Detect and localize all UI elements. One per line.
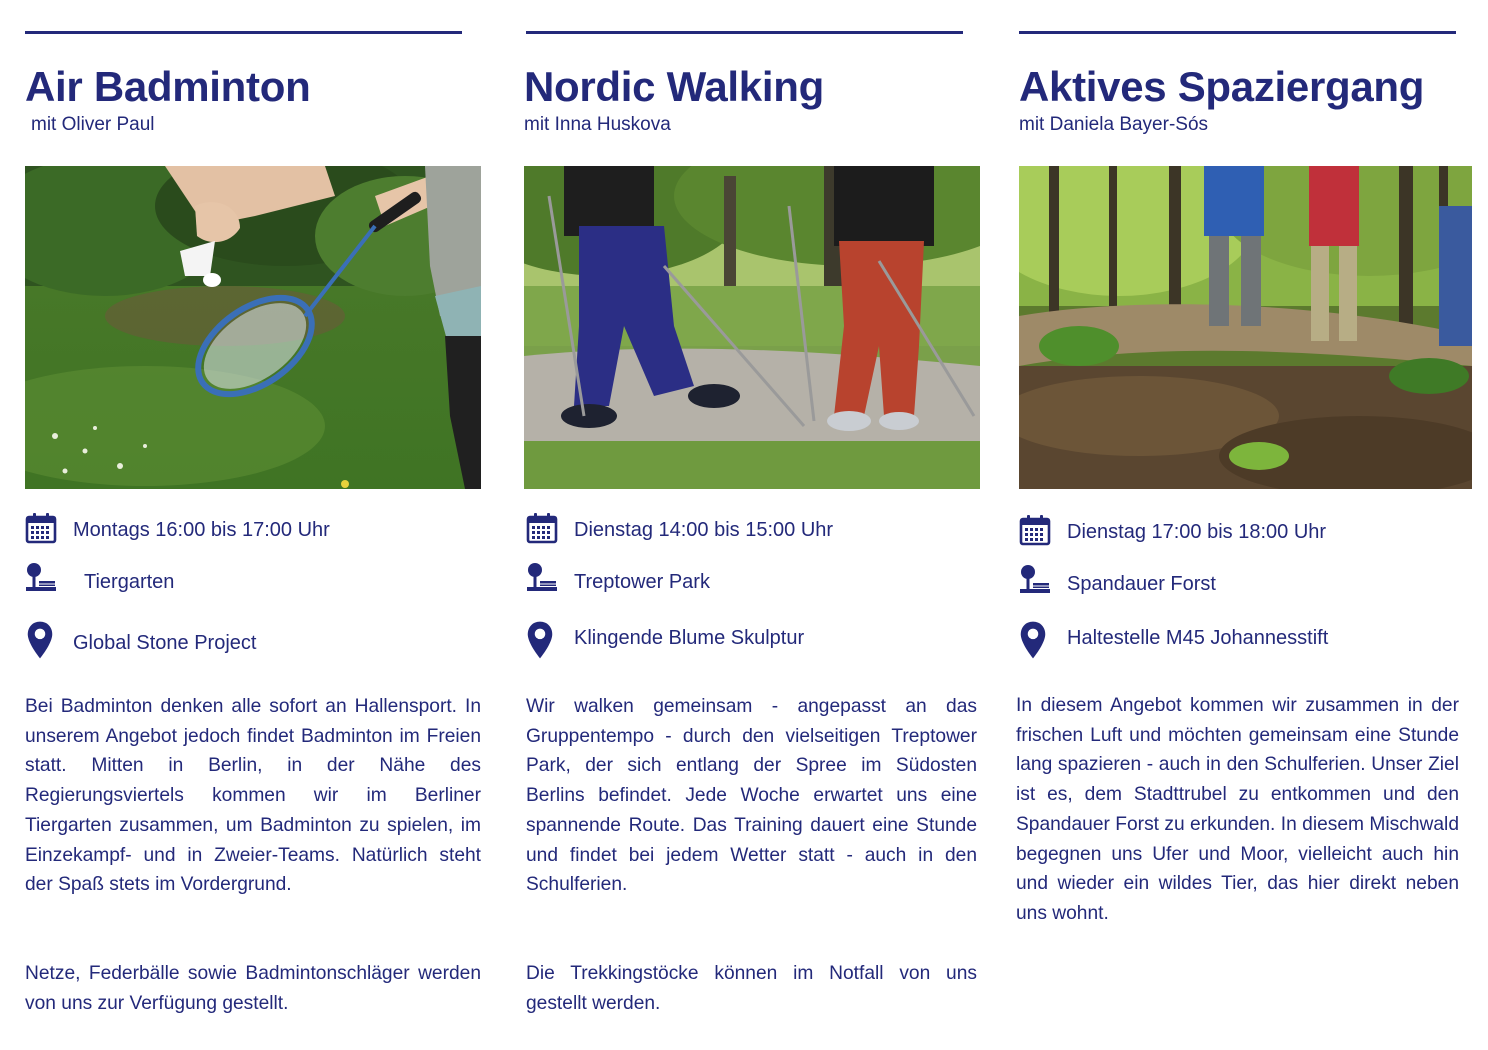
card-instructor: mit Oliver Paul <box>31 114 155 135</box>
calendar-icon <box>526 510 558 554</box>
card-title: Nordic Walking <box>524 63 824 110</box>
calendar-icon <box>25 510 57 554</box>
calendar-icon <box>1019 512 1051 556</box>
area-text: Spandauer Forst <box>1067 573 1216 595</box>
course-card-aktives-spaziergang <box>1016 0 1472 1050</box>
schedule-row <box>25 510 481 554</box>
equipment-paragraph: Netze, Federbälle sowie Badmintonschläger werden von uns zur Verfügung gestellt. <box>25 963 481 1014</box>
area-row <box>524 562 980 606</box>
park-bench-icon <box>25 562 57 606</box>
equipment-paragraph: Die Trekkingstöcke können im Notfall von uns gestellt werden. <box>526 963 977 1014</box>
park-bench-icon <box>1019 564 1051 608</box>
map-pin-icon <box>25 618 57 662</box>
nordic-walking-photo <box>524 166 980 489</box>
meeting-point-text: Haltestelle M45 Johannesstift <box>1067 627 1329 649</box>
area-text: Treptower Park <box>574 571 710 593</box>
schedule-row <box>524 510 980 554</box>
area-text: Tiergarten <box>84 571 175 593</box>
card-top-rule <box>1019 31 1456 34</box>
schedule-text: Dienstag 14:00 bis 15:00 Uhr <box>574 519 834 541</box>
area-row <box>1019 564 1472 608</box>
park-bench-icon <box>526 562 558 606</box>
card-title: Air Badminton <box>25 63 311 110</box>
meeting-point-row <box>25 618 481 662</box>
description-paragraph: In diesem Angebot kommen wir zusammen in der frischen Luft und möchten gemeinsam eine Stunde lang spazieren - auch in den Schulferien. Unser Ziel ist es, dem Stadttrubel zu entkommen und den Spandauer Forst zu erkunden. In diesem Mischwald begegnen uns Ufer und Moor, vielleicht auch hin und wieder ein wildes Tier, das hier direkt neben uns wohnt. <box>1016 695 1459 924</box>
forest-walk-photo <box>1019 166 1472 489</box>
card-top-rule <box>25 31 462 34</box>
schedule-text: Montags 16:00 bis 17:00 Uhr <box>73 519 330 541</box>
map-pin-icon <box>1019 618 1051 662</box>
card-instructor: mit Inna Huskova <box>524 114 671 135</box>
course-card-nordic-walking <box>524 0 980 1050</box>
meeting-point-row <box>524 618 980 662</box>
meeting-point-row <box>1019 618 1472 662</box>
card-instructor: mit Daniela Bayer-Sós <box>1019 114 1209 135</box>
badminton-photo <box>25 166 481 489</box>
meeting-point-text: Global Stone Project <box>73 632 257 654</box>
schedule-row <box>1019 512 1472 556</box>
area-row <box>25 562 481 606</box>
meeting-point-text: Klingende Blume Skulptur <box>574 627 805 649</box>
map-pin-icon <box>526 618 558 662</box>
description-paragraph: Wir walken gemeinsam - angepasst an das Gruppentempo - durch den vielseitigen Treptower Park, der sich entlang der Spree im Südosten Berlins befindet. Jede Woche erwartet uns eine spannende Route. Das Training dauert eine Stunde und findet bei jedem Wetter statt - auch in den Schulferien. <box>526 696 977 896</box>
schedule-text: Dienstag 17:00 bis 18:00 Uhr <box>1067 521 1327 543</box>
card-title: Aktives Spaziergang <box>1019 63 1425 110</box>
card-top-rule <box>526 31 963 34</box>
course-card-air-badminton <box>25 0 481 1050</box>
description-paragraph: Bei Badminton denken alle sofort an Hallensport. In unserem Angebot jedoch findet Badminton im Freien statt. Mitten in Berlin, in der Nähe des Regierungsviertels kommen wir im Berliner Tiergarten zusammen, um Badminton zu spielen, im Einzekampf- und in Zweier-Teams. Natürlich steht der Spaß stets im Vordergrund. <box>25 696 481 896</box>
